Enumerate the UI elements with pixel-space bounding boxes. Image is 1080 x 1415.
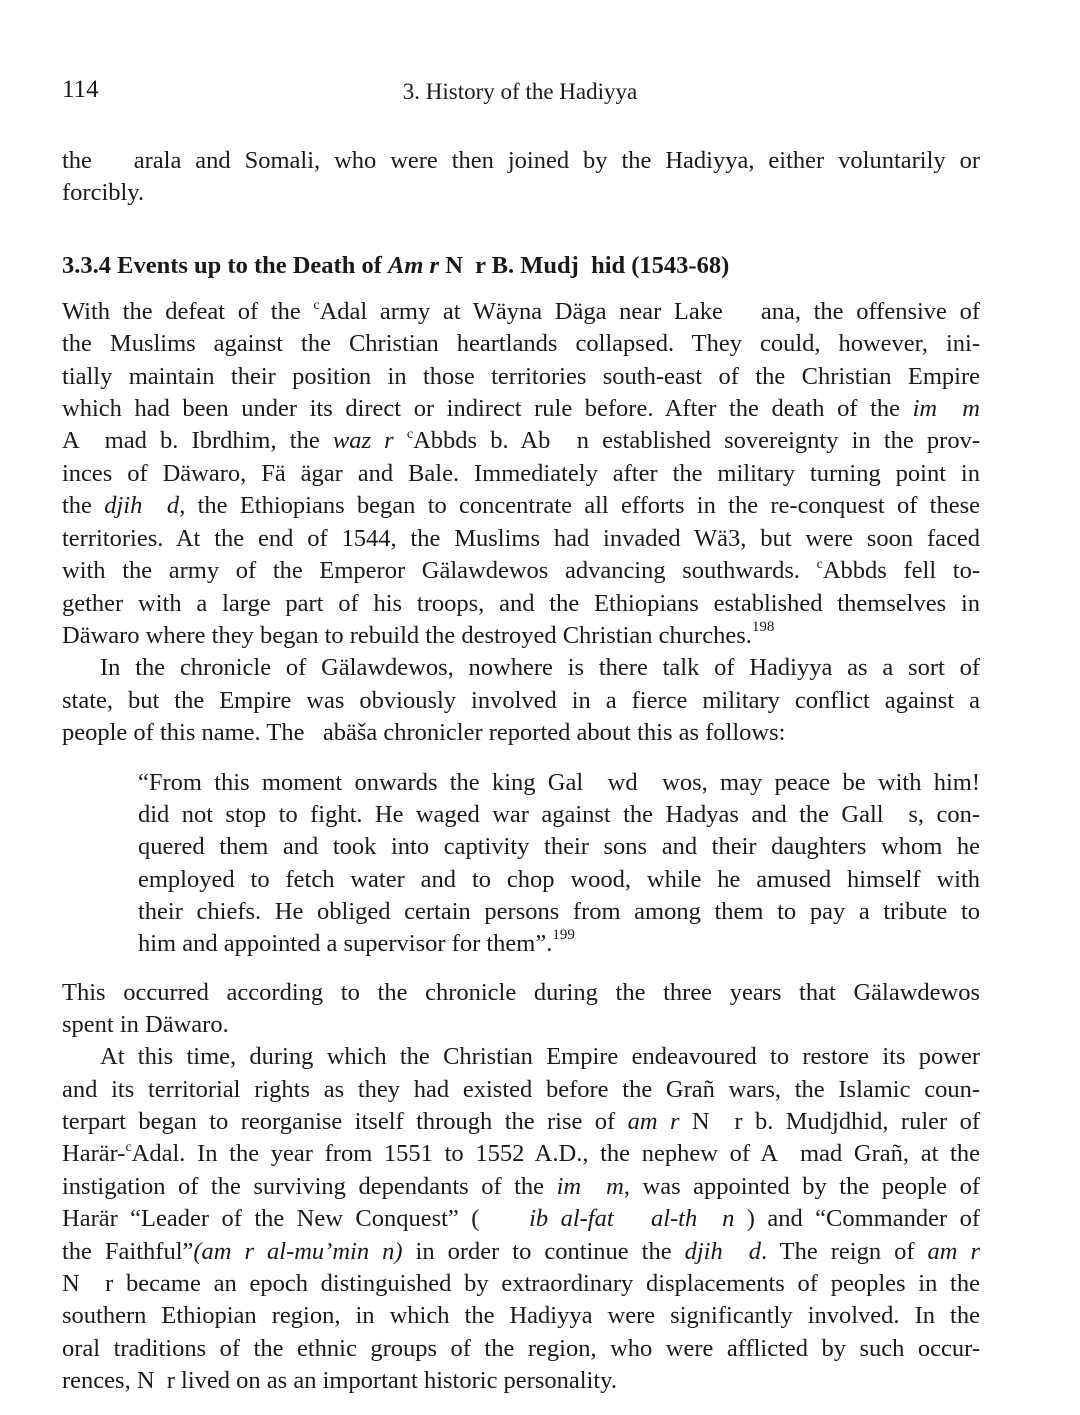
ayn-mark: c <box>313 298 320 313</box>
text-run: with the army of the Emperor Gälawdewos advancing southwards. <box>62 557 817 584</box>
text-run: inces of Däwaro, Fä ägar and Bale. Immediately after the military turning point in <box>62 460 980 487</box>
text-run: N r became an epoch distinguished by extraordinary displacements of peoples in the <box>62 1270 980 1297</box>
text-run: instigation of the surviving dependants of the <box>62 1173 557 1200</box>
text-run: At this time, during which the Christian Empire endeavoured to restore its power <box>100 1043 980 1070</box>
ayn-mark: c <box>406 427 414 442</box>
paragraph-line <box>62 1074 980 1106</box>
text-run: quered them and took into captivity their sons and their daughters whom he <box>138 833 980 860</box>
footnote-ref-198[interactable]: 198 <box>751 619 775 635</box>
section-title-italic: Am r <box>388 252 440 279</box>
quote-line <box>138 896 980 928</box>
ayn-mark: c <box>125 1140 132 1155</box>
text-run: Adal army at Wäyna Däga near Lake ana, the offensive of <box>319 298 980 325</box>
paragraph-line <box>62 1268 980 1300</box>
text-run: oral traditions of the ethnic groups of the region, who were afflicted by such occur- <box>62 1335 980 1362</box>
section-heading <box>62 250 729 282</box>
italic-term: djih d <box>104 492 180 519</box>
text-run: N r b. Mudjdhid, ruler of <box>679 1108 980 1135</box>
text-run: state, but the Empire was obviously involved in a fierce military conflict against a <box>62 687 980 714</box>
paragraph-line <box>62 620 980 652</box>
text-run: him and appointed a supervisor for them”. <box>138 930 553 957</box>
paragraph-line <box>62 1171 980 1203</box>
footnote-ref-199[interactable]: 199 <box>552 927 575 943</box>
paragraph-line <box>62 977 980 1009</box>
text-run: southern Ethiopian region, in which the Hadiyya were significantly involved. In the <box>62 1302 980 1329</box>
section-number: 3.3.4 <box>62 252 111 279</box>
text-run: A mad b. Ibrdhim, the <box>62 427 333 454</box>
paragraph-line <box>62 1236 980 1268</box>
text-run: the <box>62 492 105 519</box>
quote-line <box>138 799 980 831</box>
italic-term: waz r <box>332 427 394 454</box>
text-run: terpart began to reorganise itself through the rise of <box>62 1108 628 1135</box>
paragraph-line <box>62 328 980 360</box>
paragraph-line <box>62 1106 980 1138</box>
text-run: , the Ethiopians began to concentrate all efforts in the re-conquest of these <box>179 492 980 519</box>
paragraph-line <box>62 425 980 457</box>
paragraph-line <box>62 296 980 328</box>
quote-line <box>138 767 980 799</box>
paragraph-line <box>62 1203 980 1235</box>
italic-term: im m <box>912 395 980 422</box>
intro-line <box>62 145 980 177</box>
text-run: in order to continue the <box>402 1238 685 1265</box>
text-run: employed to fetch water and to chop wood, while he amused himself with <box>138 866 980 893</box>
paragraph-line <box>62 1333 980 1365</box>
text-run: the Muslims against the Christian heartlands collapsed. They could, however, ini- <box>62 330 980 357</box>
text-run: With the defeat of the <box>62 298 314 325</box>
text-run: spent in Däwaro. <box>62 1011 229 1038</box>
paragraph-line <box>62 717 980 749</box>
text-run: the arala and Somali, who were then joined by the Hadiyya, either voluntarily or <box>62 147 980 174</box>
paragraph-line <box>62 1138 980 1170</box>
text-run: This occurred according to the chronicle during the three years that Gälawdewos <box>62 979 980 1006</box>
text-run: their chiefs. He obliged certain persons from among them to pay a tribute to <box>138 898 980 925</box>
paragraph-line <box>62 1300 980 1332</box>
page-number: 114 <box>62 76 99 103</box>
text-run: , was appointed by the people of <box>623 1173 980 1200</box>
section-title-post: N r B. Mudj hid (1543-68) <box>439 252 730 279</box>
ayn-mark: c <box>816 557 823 572</box>
text-run: Adal. In the year from 1551 to 1552 A.D., the nephew of A mad Grañ, at the <box>131 1140 980 1167</box>
paragraph-line <box>62 1365 980 1397</box>
text-run: did not stop to fight. He waged war against the Hadyas and the Gall s, con- <box>138 801 980 828</box>
text-run: tially maintain their position in those territories south-east of the Christian Empire <box>62 363 980 390</box>
quote-line <box>138 831 980 863</box>
text-run: people of this name. The abäša chronicler reported about this as follows: <box>62 719 786 746</box>
paragraph-line <box>62 555 980 587</box>
paragraph-line <box>62 685 980 717</box>
paragraph-line <box>62 458 980 490</box>
text-run: . The reign of <box>760 1238 928 1265</box>
italic-term: (am r al-mu’min n) <box>193 1238 403 1265</box>
paragraph-line <box>62 523 980 555</box>
text-run: gether with a large part of his troops, and the Ethiopians established themselves in <box>62 590 980 617</box>
paragraph-line <box>100 1041 980 1073</box>
text-run: In the chronicle of Gälawdewos, nowhere is there talk of Hadiyya as a sort of <box>100 654 980 681</box>
intro-line <box>62 177 980 209</box>
text-run: Abbds b. Ab n established sovereignty in the prov- <box>413 427 980 454</box>
text-run: ) and “Commander of <box>734 1205 980 1232</box>
text-run: territories. At the end of 1544, the Muslims had invaded Wä3, but were soon faced <box>62 525 980 552</box>
quote-line <box>138 928 980 960</box>
section-title-pre: Events up to the Death of <box>117 252 388 279</box>
italic-term: im m <box>556 1173 624 1200</box>
text-run: and its territorial rights as they had existed before the Grañ wars, the Islamic coun- <box>62 1076 980 1103</box>
italic-term: am r <box>627 1108 680 1135</box>
paragraph-line <box>62 588 980 620</box>
text-run: which had been under its direct or indirect rule before. After the death of the <box>62 395 913 422</box>
italic-term: am r <box>927 1238 980 1265</box>
text-run: Harär “Leader of the New Conquest” ( <box>62 1205 530 1232</box>
text-run: Däwaro where they began to rebuild the destroyed Christian churches. <box>62 622 752 649</box>
running-head: 3. History of the Hadiyya <box>402 79 638 104</box>
text-run: Harär- <box>62 1140 126 1167</box>
italic-term: ib al-fat al-th n <box>529 1205 735 1232</box>
paragraph-line <box>62 490 980 522</box>
text-run: forcibly. <box>62 179 145 206</box>
text-run: Abbds fell to- <box>822 557 980 584</box>
paragraph-line <box>62 1009 980 1041</box>
italic-term: djih d <box>684 1238 761 1265</box>
paragraph-line <box>62 361 980 393</box>
paragraph-line <box>100 652 980 684</box>
paragraph-line <box>62 393 980 425</box>
quote-line <box>138 864 980 896</box>
text-run: rences, N r lived on as an important historic personality. <box>62 1367 617 1394</box>
text-run: “From this moment onwards the king Gal wd wos, may peace be with him! <box>138 769 980 796</box>
text-run: the Faithful” <box>62 1238 194 1265</box>
